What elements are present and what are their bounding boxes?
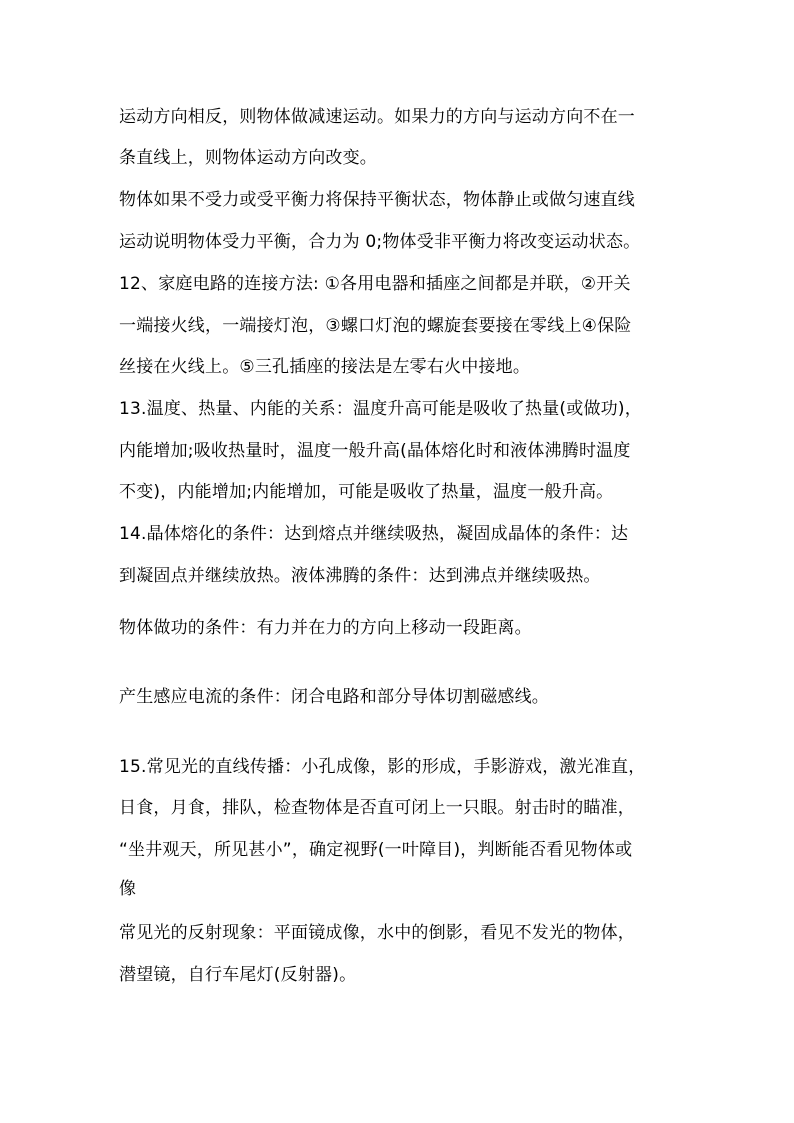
text-line: 一端接火线，一端接灯泡，③螺口灯泡的螺旋套要接在零线上④保险 xyxy=(119,316,632,336)
text-line: 15.常见光的直线传播：小孔成像，影的形成，手影游戏，激光准直， xyxy=(119,757,646,777)
text-line: 日食，月食，排队，检查物体是否直可闭上一只眼。射击时的瞄准， xyxy=(119,798,635,818)
text-line: 运动方向相反，则物体做减速运动。如果力的方向与运动方向不在一 xyxy=(119,107,635,127)
text-line: 像 xyxy=(119,879,137,899)
text-line: 潜望镜，自行车尾灯(反射器)。 xyxy=(119,965,357,985)
text-line: “坐井观天，所见甚小”，确定视野(一叶障目)，判断能否看见物体或 xyxy=(119,840,633,860)
text-line: 运动说明物体受力平衡，合力为 0;物体受非平衡力将改变运动状态。 xyxy=(119,232,641,252)
text-line: 物体做功的条件：有力并在力的方向上移动一段距离。 xyxy=(119,618,532,638)
text-line: 条直线上，则物体运动方向改变。 xyxy=(119,148,377,168)
text-line: 13.温度、热量、内能的关系：温度升高可能是吸收了热量(或做功)， xyxy=(119,399,642,419)
text-line: 常见光的反射现象：平面镜成像，水中的倒影，看见不发光的物体， xyxy=(119,923,635,943)
text-line: 14.晶体熔化的条件：达到熔点并继续吸热，凝固成晶体的条件：达 xyxy=(119,524,629,544)
text-line: 到凝固点并继续放热。液体沸腾的条件：达到沸点并继续吸热。 xyxy=(119,566,601,586)
text-line: 丝接在火线上。⑤三孔插座的接法是左零右火中接地。 xyxy=(119,357,531,377)
text-line: 内能增加;吸收热量时，温度一般升高(晶体熔化时和液体沸腾时温度 xyxy=(119,441,631,461)
text-line: 产生感应电流的条件：闭合电路和部分导体切割磁感线。 xyxy=(119,687,549,707)
text-line: 12、家庭电路的连接方法: ①各用电器和插座之间都是并联，②开关 xyxy=(119,274,631,294)
text-line: 不变)，内能增加;内能增加，可能是吸收了热量，温度一般升高。 xyxy=(119,482,614,502)
text-line: 物体如果不受力或受平衡力将保持平衡状态，物体静止或做匀速直线 xyxy=(119,190,635,210)
